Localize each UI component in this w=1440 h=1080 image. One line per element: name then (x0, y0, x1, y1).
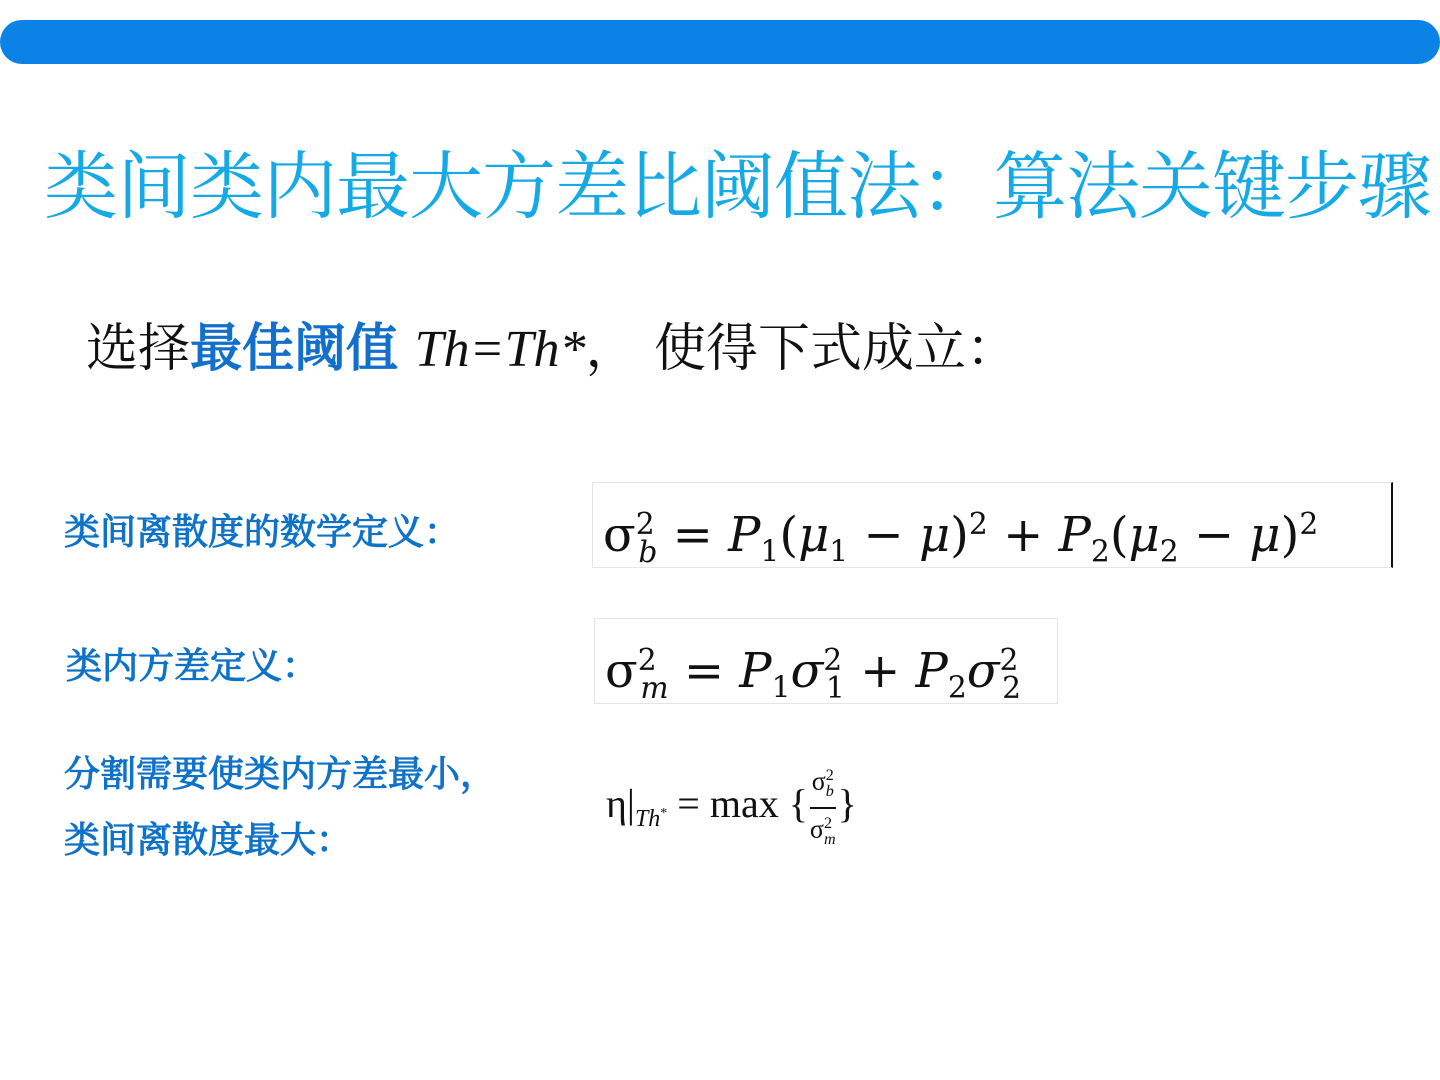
between-class-formula-text: $\sigma^2_b = P_1(\mu_1 - \mu)^2 + P_2(\mu_2 - \mu)^2$ (603, 507, 1319, 570)
between-class-formula (592, 482, 1393, 568)
intro-threshold-math: Th=Th* (414, 321, 586, 378)
within-class-formula (594, 618, 1058, 704)
criterion-formula: $\eta|_{Th^*} = \max$ { $\frac{\sigma^2_b}{\sigma^2_m}$ } (606, 756, 857, 867)
within-class-formula-text: $\sigma^2_m = P_1\sigma^2_1 + P_2\sigma^2_2$ (605, 643, 1022, 706)
intro-sentence (86, 316, 1018, 383)
top-accent-bar (0, 20, 1440, 64)
intro-prefix: 选择 (86, 319, 191, 379)
criterion-label-line1: 分割需要使类内方差最小， (64, 754, 497, 795)
intro-highlight: 最佳阈值 (190, 319, 399, 379)
intro-comma: ， (585, 319, 638, 379)
criterion-fraction: $\frac{\sigma^2_b}{\sigma^2_m}$ (809, 766, 836, 848)
within-class-label: 类内方差定义： (66, 646, 319, 687)
criterion-label-line2: 类间离散度最大： (64, 820, 353, 861)
slide-title: 类间类内最大方差比阈值法：算法关键步骤 (44, 144, 1431, 230)
intro-suffix: 使得下式成立： (654, 319, 1019, 379)
between-class-label: 类间离散度的数学定义： (64, 512, 461, 553)
